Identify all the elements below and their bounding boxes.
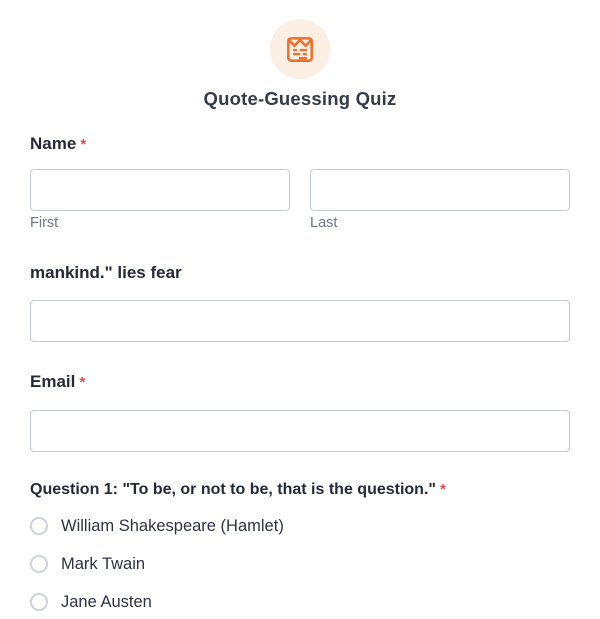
field-label-email: Email * bbox=[30, 372, 86, 391]
radio-button-icon[interactable] bbox=[30, 555, 48, 573]
first-name-sublabel: First bbox=[30, 215, 59, 231]
first-name-column bbox=[30, 169, 290, 231]
field-quote-text bbox=[30, 264, 570, 342]
field-label-quote-text: mankind." lies fear bbox=[30, 263, 182, 282]
field-label-name: Name * bbox=[30, 134, 87, 153]
last-name-input[interactable] bbox=[310, 169, 570, 211]
last-name-column bbox=[310, 169, 570, 231]
field-fullname bbox=[30, 135, 570, 231]
required-asterisk: * bbox=[79, 374, 86, 391]
question-label: Question 1: "To be, or not to be, that is the question." * bbox=[30, 481, 446, 498]
required-asterisk: * bbox=[80, 136, 87, 153]
form-clipboard-icon bbox=[283, 32, 317, 66]
radio-option-shakespeare[interactable] bbox=[30, 515, 570, 537]
last-name-sublabel: Last bbox=[310, 215, 338, 231]
radio-option-twain[interactable] bbox=[30, 553, 570, 575]
radio-option-label: Mark Twain bbox=[61, 554, 146, 573]
radio-option-austen[interactable] bbox=[30, 591, 570, 613]
page-title: Quote-Guessing Quiz bbox=[203, 88, 397, 109]
radio-button-icon[interactable] bbox=[30, 517, 48, 535]
name-inputs-row bbox=[30, 169, 570, 231]
field-email bbox=[30, 373, 570, 452]
quiz-form bbox=[0, 19, 600, 613]
radio-button-icon[interactable] bbox=[30, 593, 48, 611]
quote-text-input[interactable] bbox=[30, 300, 570, 342]
field-question-1 bbox=[30, 480, 570, 613]
first-name-input[interactable] bbox=[30, 169, 290, 211]
form-icon-circle bbox=[270, 19, 330, 79]
radio-option-label: William Shakespeare (Hamlet) bbox=[61, 516, 284, 535]
radio-option-label: Jane Austen bbox=[61, 592, 152, 611]
radio-options-list bbox=[30, 515, 570, 613]
required-asterisk: * bbox=[439, 481, 446, 498]
email-input[interactable] bbox=[30, 410, 570, 452]
